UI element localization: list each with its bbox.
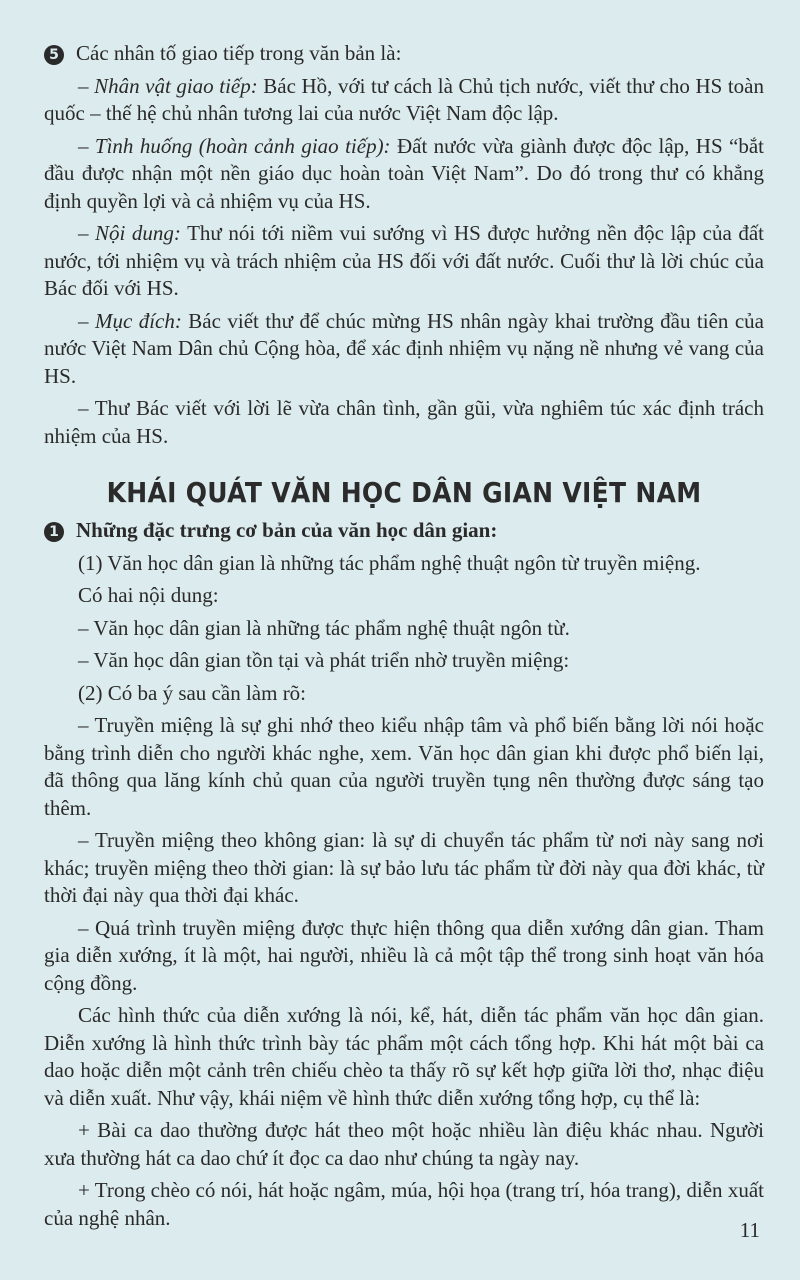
section-5-item: – Mục đích: Bác viết thư để chúc mừng HS nhân ngày khai trường đầu tiên của nước Việt Nam Dân chủ Cộng hòa, để xác định nhiệm vụ nặng nề nhưng vẻ vang của HS. (44, 308, 764, 388)
chapter-heading: KHÁI QUÁT VĂN HỌC DÂN GIAN VIỆT NAM (106, 476, 702, 509)
page-content (44, 40, 764, 1237)
section-5-item-text: Đất nước vừa giành được độc lập, HS “bắt đầu được nhận một nền giáo dục hoàn toàn Việt Nam”. Do đó trong thư có khẳng định quyền lợi và cả nhiệm vụ của HS. (44, 133, 765, 213)
section-1-paragraph: – Quá trình truyền miệng được thực hiện thông qua diễn xướng dân gian. Tham gia diễn xướng, ít là một, hai người, nhiều là cả một tập thể trong sinh hoạt văn hóa cộng đồng. (44, 915, 764, 995)
section-1-paragraph: – Văn học dân gian tồn tại và phát triển nhờ truyền miệng: (78, 648, 570, 672)
section-1-paragraph: – Truyền miệng là sự ghi nhớ theo kiểu nhập tâm và phổ biến bằng lời nói hoặc bằng trình diễn cho người khác nghe, xem. Văn học dân gian khi được phổ biến lại, đã thông qua lăng kính chủ quan của người truyền tụng nên thường được sáng tạo thêm. (44, 713, 764, 820)
section-5-item-term: Nhân vật giao tiếp: (94, 73, 258, 98)
section-5-item-term: Nội dung: (95, 221, 181, 245)
section-1-paragraph: Có hai nội dung: (78, 583, 219, 607)
section-1-paragraph: (2) Có ba ý sau cần làm rõ: (78, 680, 307, 705)
page-number: 11 (739, 1218, 760, 1242)
section-5-number-badge: 5 (44, 45, 64, 65)
section-5-item-term: Mục đích: (94, 308, 182, 333)
section-5-intro (44, 40, 764, 68)
section-5-item-text: Bác viết thư để chúc mừng HS nhân ngày khai trường đầu tiên của nước Việt Nam Dân chủ Cộng hòa, để xác định nhiệm vụ nặng nề nhưng vẻ vang của HS. (44, 308, 764, 388)
section-1-title (44, 517, 764, 545)
section-5-item: – Nhân vật giao tiếp: Bác Hồ, với tư cách là Chủ tịch nước, viết thư cho HS toàn quốc – thế hệ chủ nhân tương lai của nước Việt Nam độc lập. (44, 73, 765, 125)
section-5-intro-text: Các nhân tố giao tiếp trong văn bản là: (76, 41, 402, 65)
section-5-closing: – Thư Bác viết với lời lẽ vừa chân tình, gần gũi, vừa nghiêm túc xác định trách nhiệm của HS. (44, 396, 764, 448)
section-5-item: – Nội dung: Thư nói tới niềm vui sướng vì HS được hưởng nền độc lập của đất nước, tới nhiệm vụ và trách nhiệm của HS đối với đất nước. Cuối thư là lời chúc của Bác đối với HS. (44, 221, 764, 300)
section-1-paragraph: – Truyền miệng theo không gian: là sự di chuyển tác phẩm từ nơi này sang nơi khác; truyền miệng theo thời gian: là sự bảo lưu tác phẩm từ đời này qua đời khác, từ thời đại này qua thời đại khác. (44, 828, 764, 907)
section-1-paragraph: + Bài ca dao thường được hát theo một hoặc nhiều làn điệu khác nhau. Người xưa thường hát ca dao chứ ít đọc ca dao như chúng ta ngày nay. (44, 1118, 764, 1170)
section-1-number-badge: 1 (44, 522, 64, 542)
section-5-item-text: Bác Hồ, với tư cách là Chủ tịch nước, viết thư cho HS toàn quốc – thế hệ chủ nhân tương lai của nước Việt Nam độc lập. (44, 73, 765, 125)
section-5-item-term: Tình huống (hoàn cảnh giao tiếp): (94, 133, 391, 158)
section-1-paragraph: Các hình thức của diễn xướng là nói, kể, hát, diễn tác phẩm văn học dân gian. Diễn xướng là hình thức trình bày tác phẩm một cách tổng hợp. Khi hát một bài ca dao hoặc diễn một cảnh trên chiếu chèo ta thấy rõ sự kết hợp giữa lời thơ, nhạc điệu và diễn xuất. Như vậy, khái niệm về hình thức diễn xướng tổng hợp, cụ thể là: (44, 1003, 764, 1110)
section-5-item: – Tình huống (hoàn cảnh giao tiếp): Đất nước vừa giành được độc lập, HS “bắt đầu được nhận một nền giáo dục hoàn toàn Việt Nam”. Do đó trong thư có khẳng định quyền lợi và cả nhiệm vụ của HS. (44, 133, 765, 213)
section-1-title-text: Những đặc trưng cơ bản của văn học dân gian: (76, 518, 498, 542)
section-1-paragraph: – Văn học dân gian là những tác phẩm nghệ thuật ngôn từ. (78, 615, 570, 640)
section-1-paragraph: + Trong chèo có nói, hát hoặc ngâm, múa, hội họa (trang trí, hóa trang), diễn xuất của nghệ nhân. (44, 1178, 764, 1230)
section-5-item-text: Thư nói tới niềm vui sướng vì HS được hưởng nền độc lập của đất nước, tới nhiệm vụ và trách nhiệm của HS đối với đất nước. Cuối thư là lời chúc của Bác đối với HS. (44, 221, 764, 300)
section-1-paragraph: (1) Văn học dân gian là những tác phẩm nghệ thuật ngôn từ truyền miệng. (78, 550, 701, 575)
